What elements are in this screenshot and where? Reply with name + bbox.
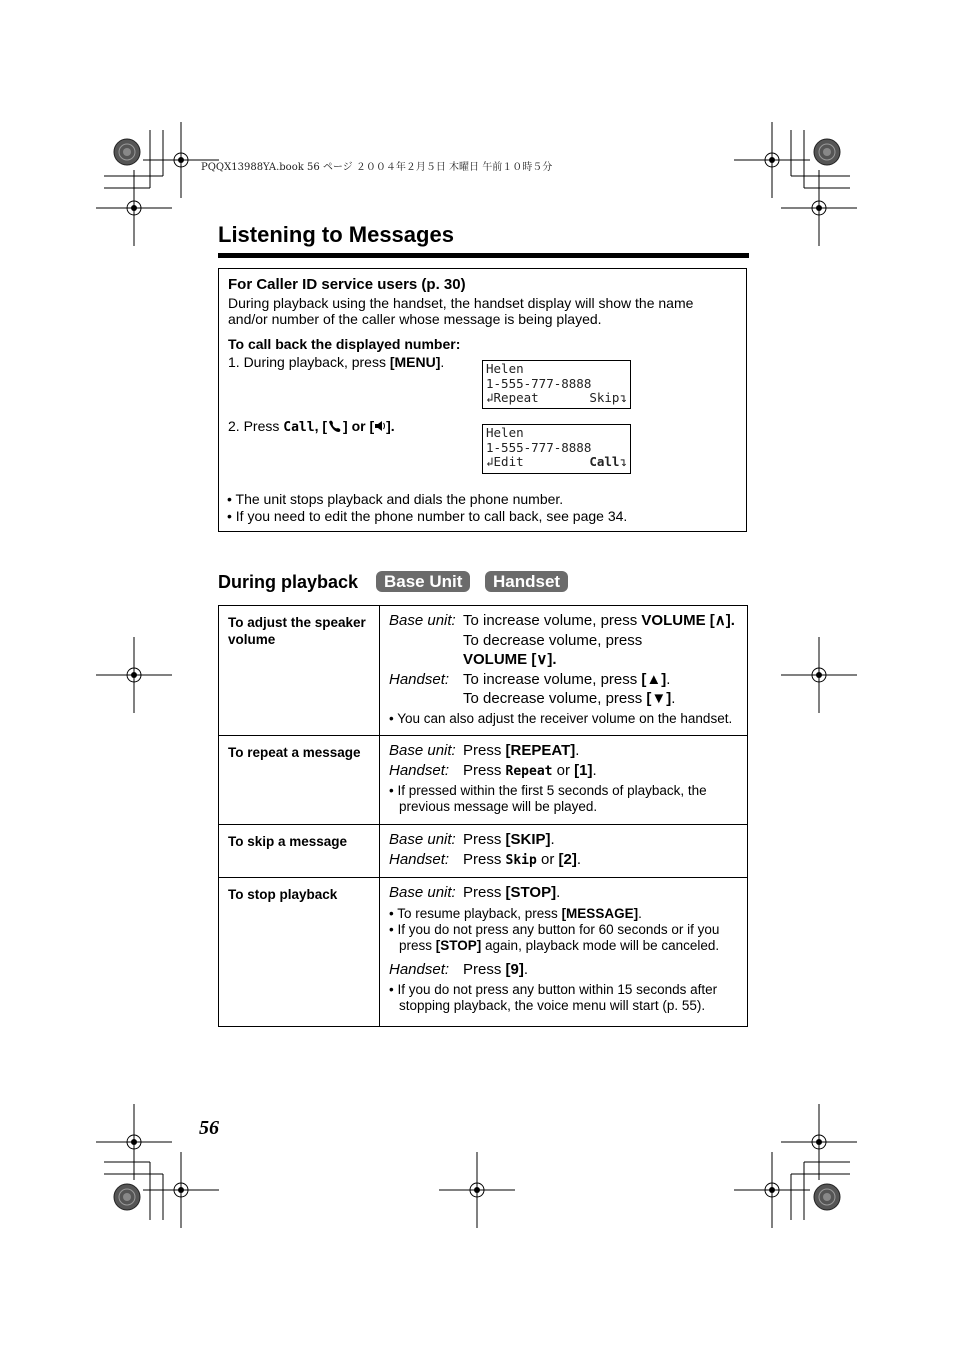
table-row xyxy=(219,878,748,1027)
nav-up-key: [▲] xyxy=(641,670,667,688)
talk-key-icon xyxy=(327,420,343,432)
nav-down-key: [▼] xyxy=(646,690,672,707)
table-row xyxy=(219,736,748,825)
speaker-key-icon xyxy=(374,420,386,432)
title-rule xyxy=(218,253,749,258)
soft-key-right-arrow-icon: ↴ xyxy=(619,390,627,405)
repeat-instructions: Base unit: Press [REPEAT]. Handset: Press Repeat or [1]. • If pressed within the first 5 seconds of playback, the previous message will be played. xyxy=(380,736,748,825)
row-label-skip: To skip a message xyxy=(219,825,380,878)
resume-note: • To resume playback, press [MESSAGE]. xyxy=(389,905,642,921)
repeat-note: • If pressed within the first 5 seconds of playback, the previous message will be played. xyxy=(389,783,707,814)
note-dials-number: • The unit stops playback and dials the phone number. xyxy=(227,491,564,507)
row-label-stop: To stop playback xyxy=(219,878,380,1027)
handset-badge: Handset xyxy=(485,571,568,592)
soft-key-left-arrow-icon: ↲ xyxy=(486,390,494,405)
section-title: During playback xyxy=(218,572,359,592)
base-unit-badge: Base Unit xyxy=(376,571,470,592)
row-label-volume: To adjust the speaker volume xyxy=(219,606,380,736)
voice-menu-note: • If you do not press any button within 15 seconds after stopping playback, the voice menu will start (p. 55). xyxy=(389,982,718,1013)
page-title: Listening to Messages xyxy=(218,222,454,247)
handset-display-1: Helen 1-555-777-8888 ↲Repeat Skip↴ xyxy=(482,360,631,409)
volume-down-icon: ∨ xyxy=(536,651,548,668)
call-soft-key: Call xyxy=(283,420,315,435)
menu-key: [MENU] xyxy=(389,354,441,370)
step-1: 1. During playback, press [MENU]. xyxy=(228,354,445,370)
caller-id-heading: For Caller ID service users (p. 30) xyxy=(228,276,466,293)
volume-note: • You can also adjust the receiver volume on the handset. xyxy=(389,710,733,726)
soft-key-left-arrow-icon: ↲ xyxy=(486,454,494,469)
page-number: 56 xyxy=(199,1117,219,1139)
volume-up-icon: ∧ xyxy=(714,612,726,629)
table-row xyxy=(219,606,748,736)
playback-operations-table xyxy=(218,605,748,1027)
volume-instructions: Base unit: To increase volume, press VOLUME [∧]. To decrease volume, press VOLUME [∨]. Handset: To increase volume, press [▲]. To decrease volume, press [▼]. • You can also adjust the receiver volume on the handset. xyxy=(380,606,748,736)
caller-id-box xyxy=(218,268,747,532)
skip-instructions: Base unit: Press [SKIP]. Handset: Press Skip or [2]. xyxy=(380,825,748,878)
stop-instructions: Base unit: Press [STOP]. • To resume playback, press [MESSAGE]. • If you do not press any button for 60 seconds or if you press [STOP] again, playback mode will be canceled. Handset: Press [9]. • If you do not press any button within 15 seconds after stopping playback, the voice menu will start (p. 55). xyxy=(380,878,748,1027)
print-header-line: PQQX13988YA.book 56 ページ ２００４年２月５日 木曜日 午前１０時５分 xyxy=(201,162,553,173)
note-edit-number: • If you need to edit the phone number to call back, see page 34. xyxy=(227,508,628,524)
handset-display-2: Helen 1-555-777-8888 ↲Edit Call↴ xyxy=(482,424,631,474)
soft-key-right-arrow-icon: ↴ xyxy=(619,454,627,469)
callback-subheading: To call back the displayed number: xyxy=(228,336,461,352)
table-row xyxy=(219,825,748,878)
caller-id-notes xyxy=(227,491,627,525)
row-label-repeat: To repeat a message xyxy=(219,736,380,825)
step-2: 2. Press Call, [ ] or [ ]. xyxy=(228,418,395,435)
caller-id-intro: During playback using the handset, the handset display will show the name and/or number of the caller whose message is being played. xyxy=(228,295,694,327)
cancel-note: • If you do not press any button for 60 seconds or if you press [STOP] again, playback mode will be canceled. xyxy=(389,921,720,953)
